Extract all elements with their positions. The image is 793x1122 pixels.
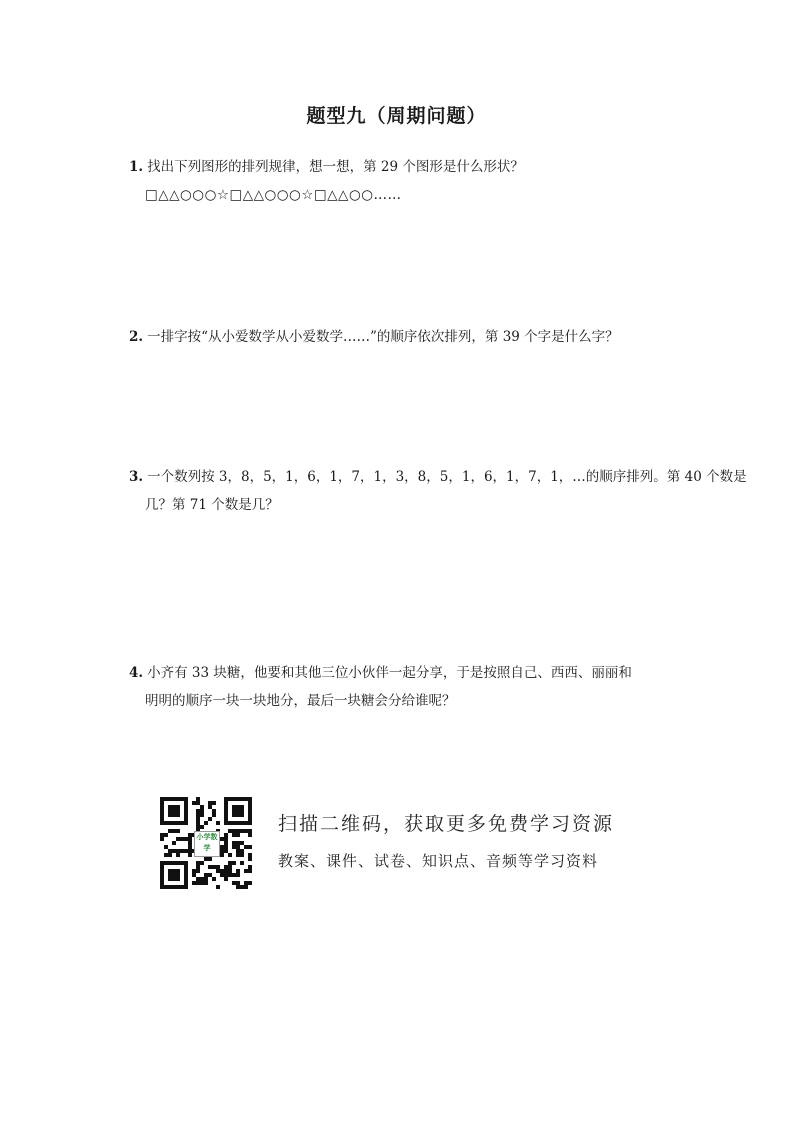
question-number: 4. [129,665,144,681]
question-text-continued: 明明的顺序一块一块地分，最后一块糖会分给谁呢？ [145,693,456,709]
question-2 [129,323,689,351]
question-4 [129,659,689,715]
promo-headline: 扫描二维码，获取更多免费学习资源 [278,813,615,835]
question-number: 2. [129,329,144,345]
page-title: 题型九（周期问题） [306,105,487,127]
question-text: 小齐有 33 块糖，他要和其他三位小伙伴一起分享，于是按照自己、西西、丽丽和 [147,665,632,681]
question-text: 一个数列按 3，8，5，1，6，1，7，1，3，8，5，1，6，1，7，1，…的顺序排列。第 40 个数是 [147,469,747,485]
question-text-continued: 几？第 71 个数是几？ [145,497,279,513]
promo-footer [160,795,680,890]
question-text: 找出下列图形的排列规律，想一想，第 29 个图形是什么形状？ [147,159,524,175]
question-number: 1. [129,159,144,175]
qr-code [160,797,252,889]
promo-subline: 教案、课件、试卷、知识点、音频等学习资料 [278,852,599,870]
question-number: 3. [129,469,144,485]
qr-logo: 小学数学 [194,831,220,857]
shape-sequence: □△△○○○☆□△△○○○☆□△△○○…… [145,187,402,203]
question-1 [129,153,689,209]
question-3 [129,463,747,519]
question-text: 一排字按“从小爱数学从小爱数学……”的顺序依次排列，第 39 个字是什么字？ [147,329,619,345]
